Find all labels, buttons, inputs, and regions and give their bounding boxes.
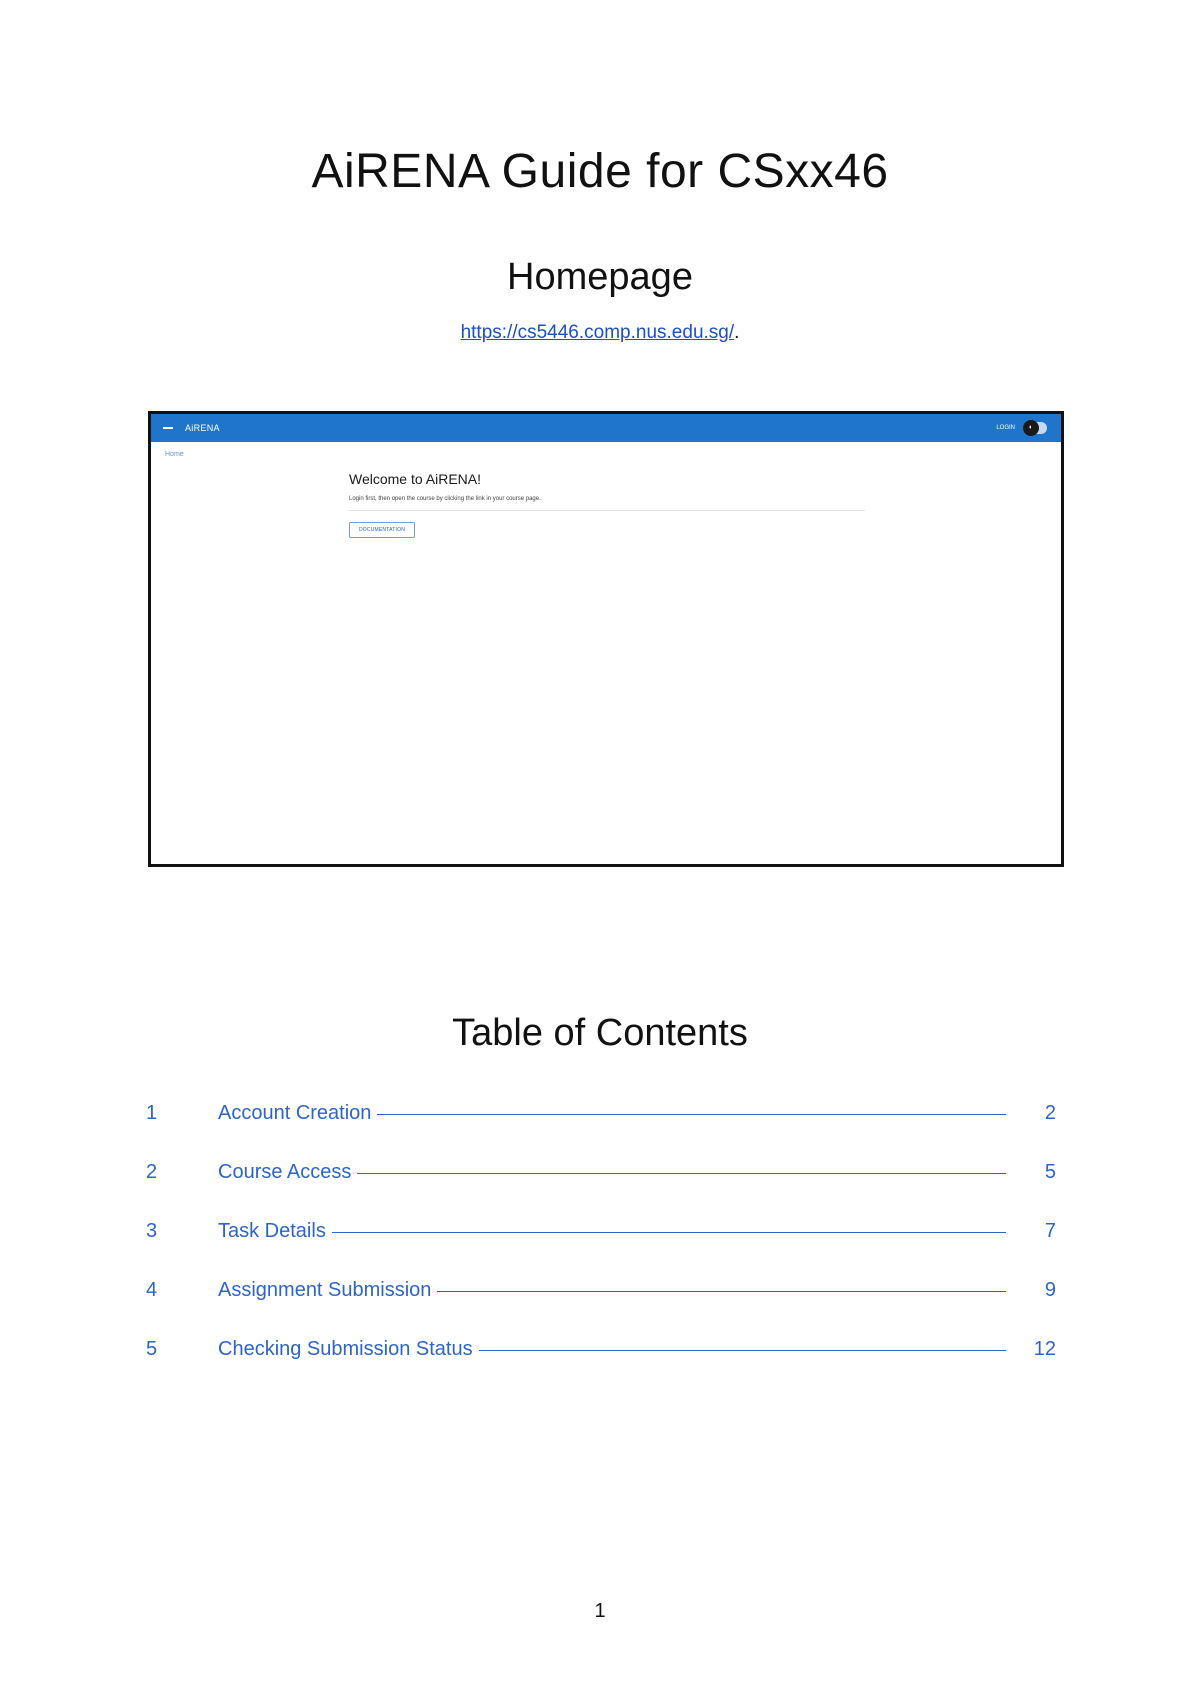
- toc-entry-title[interactable]: Task Details: [218, 1220, 326, 1242]
- homepage-screenshot: [148, 411, 1064, 867]
- toc-entry-task-details[interactable]: [146, 1218, 1056, 1277]
- toc-entry-title[interactable]: Course Access: [218, 1161, 352, 1183]
- toc-entry-page[interactable]: 9: [1044, 1279, 1056, 1301]
- toc-entry-title[interactable]: Assignment Submission: [218, 1279, 432, 1301]
- welcome-subtitle: Login first, then open the course by clicking the link in your course page.: [349, 496, 541, 502]
- homepage-heading: Homepage: [507, 256, 693, 298]
- toc-entry-number: 2: [146, 1161, 158, 1183]
- toc-leader-line: [479, 1350, 1006, 1351]
- toc-entry-number: 1: [146, 1102, 158, 1124]
- toc-leader-line: [377, 1114, 1006, 1115]
- homepage-link[interactable]: https://cs5446.comp.nus.edu.sg/: [460, 322, 735, 343]
- login-button[interactable]: LOGIN: [996, 425, 1015, 431]
- toc-leader-line: [332, 1232, 1006, 1233]
- welcome-divider: [349, 510, 865, 511]
- toc-entry-title[interactable]: Account Creation: [218, 1102, 372, 1124]
- toc-entry-page[interactable]: 7: [1044, 1220, 1056, 1242]
- toc-entry-page[interactable]: 5: [1044, 1161, 1056, 1183]
- toc-entry-page[interactable]: 2: [1044, 1102, 1056, 1124]
- page-number: 1: [594, 1600, 606, 1622]
- homepage-link-suffix: .: [734, 322, 740, 343]
- toc-heading: Table of Contents: [452, 1012, 748, 1054]
- theme-toggle-icon: ◐: [1023, 420, 1039, 436]
- toc-entry-assignment-submission[interactable]: [146, 1277, 1056, 1336]
- app-bar: [151, 414, 1061, 442]
- toc-leader-line: [437, 1291, 1006, 1292]
- toc-entry-checking-submission-status[interactable]: [146, 1336, 1056, 1395]
- menu-icon[interactable]: [163, 427, 173, 429]
- toc-entry-number: 5: [146, 1338, 158, 1360]
- toc-entry-number: 4: [146, 1279, 158, 1301]
- toc-entry-account-creation[interactable]: [146, 1100, 1056, 1159]
- document-title: AiRENA Guide for CSxx46: [311, 145, 889, 198]
- breadcrumb[interactable]: Home: [165, 451, 184, 458]
- welcome-title: Welcome to AiRENA!: [349, 471, 482, 487]
- app-name: AiRENA: [185, 423, 220, 433]
- table-of-contents: [146, 1100, 1056, 1395]
- toc-leader-line: [357, 1173, 1006, 1174]
- documentation-button[interactable]: DOCUMENTATION: [349, 522, 415, 538]
- toc-entry-number: 3: [146, 1220, 158, 1242]
- theme-toggle[interactable]: [1023, 422, 1047, 434]
- toc-entry-course-access[interactable]: [146, 1159, 1056, 1218]
- toc-entry-title[interactable]: Checking Submission Status: [218, 1338, 473, 1360]
- homepage-link-line: [0, 320, 1200, 346]
- toc-entry-page[interactable]: 12: [1033, 1338, 1056, 1360]
